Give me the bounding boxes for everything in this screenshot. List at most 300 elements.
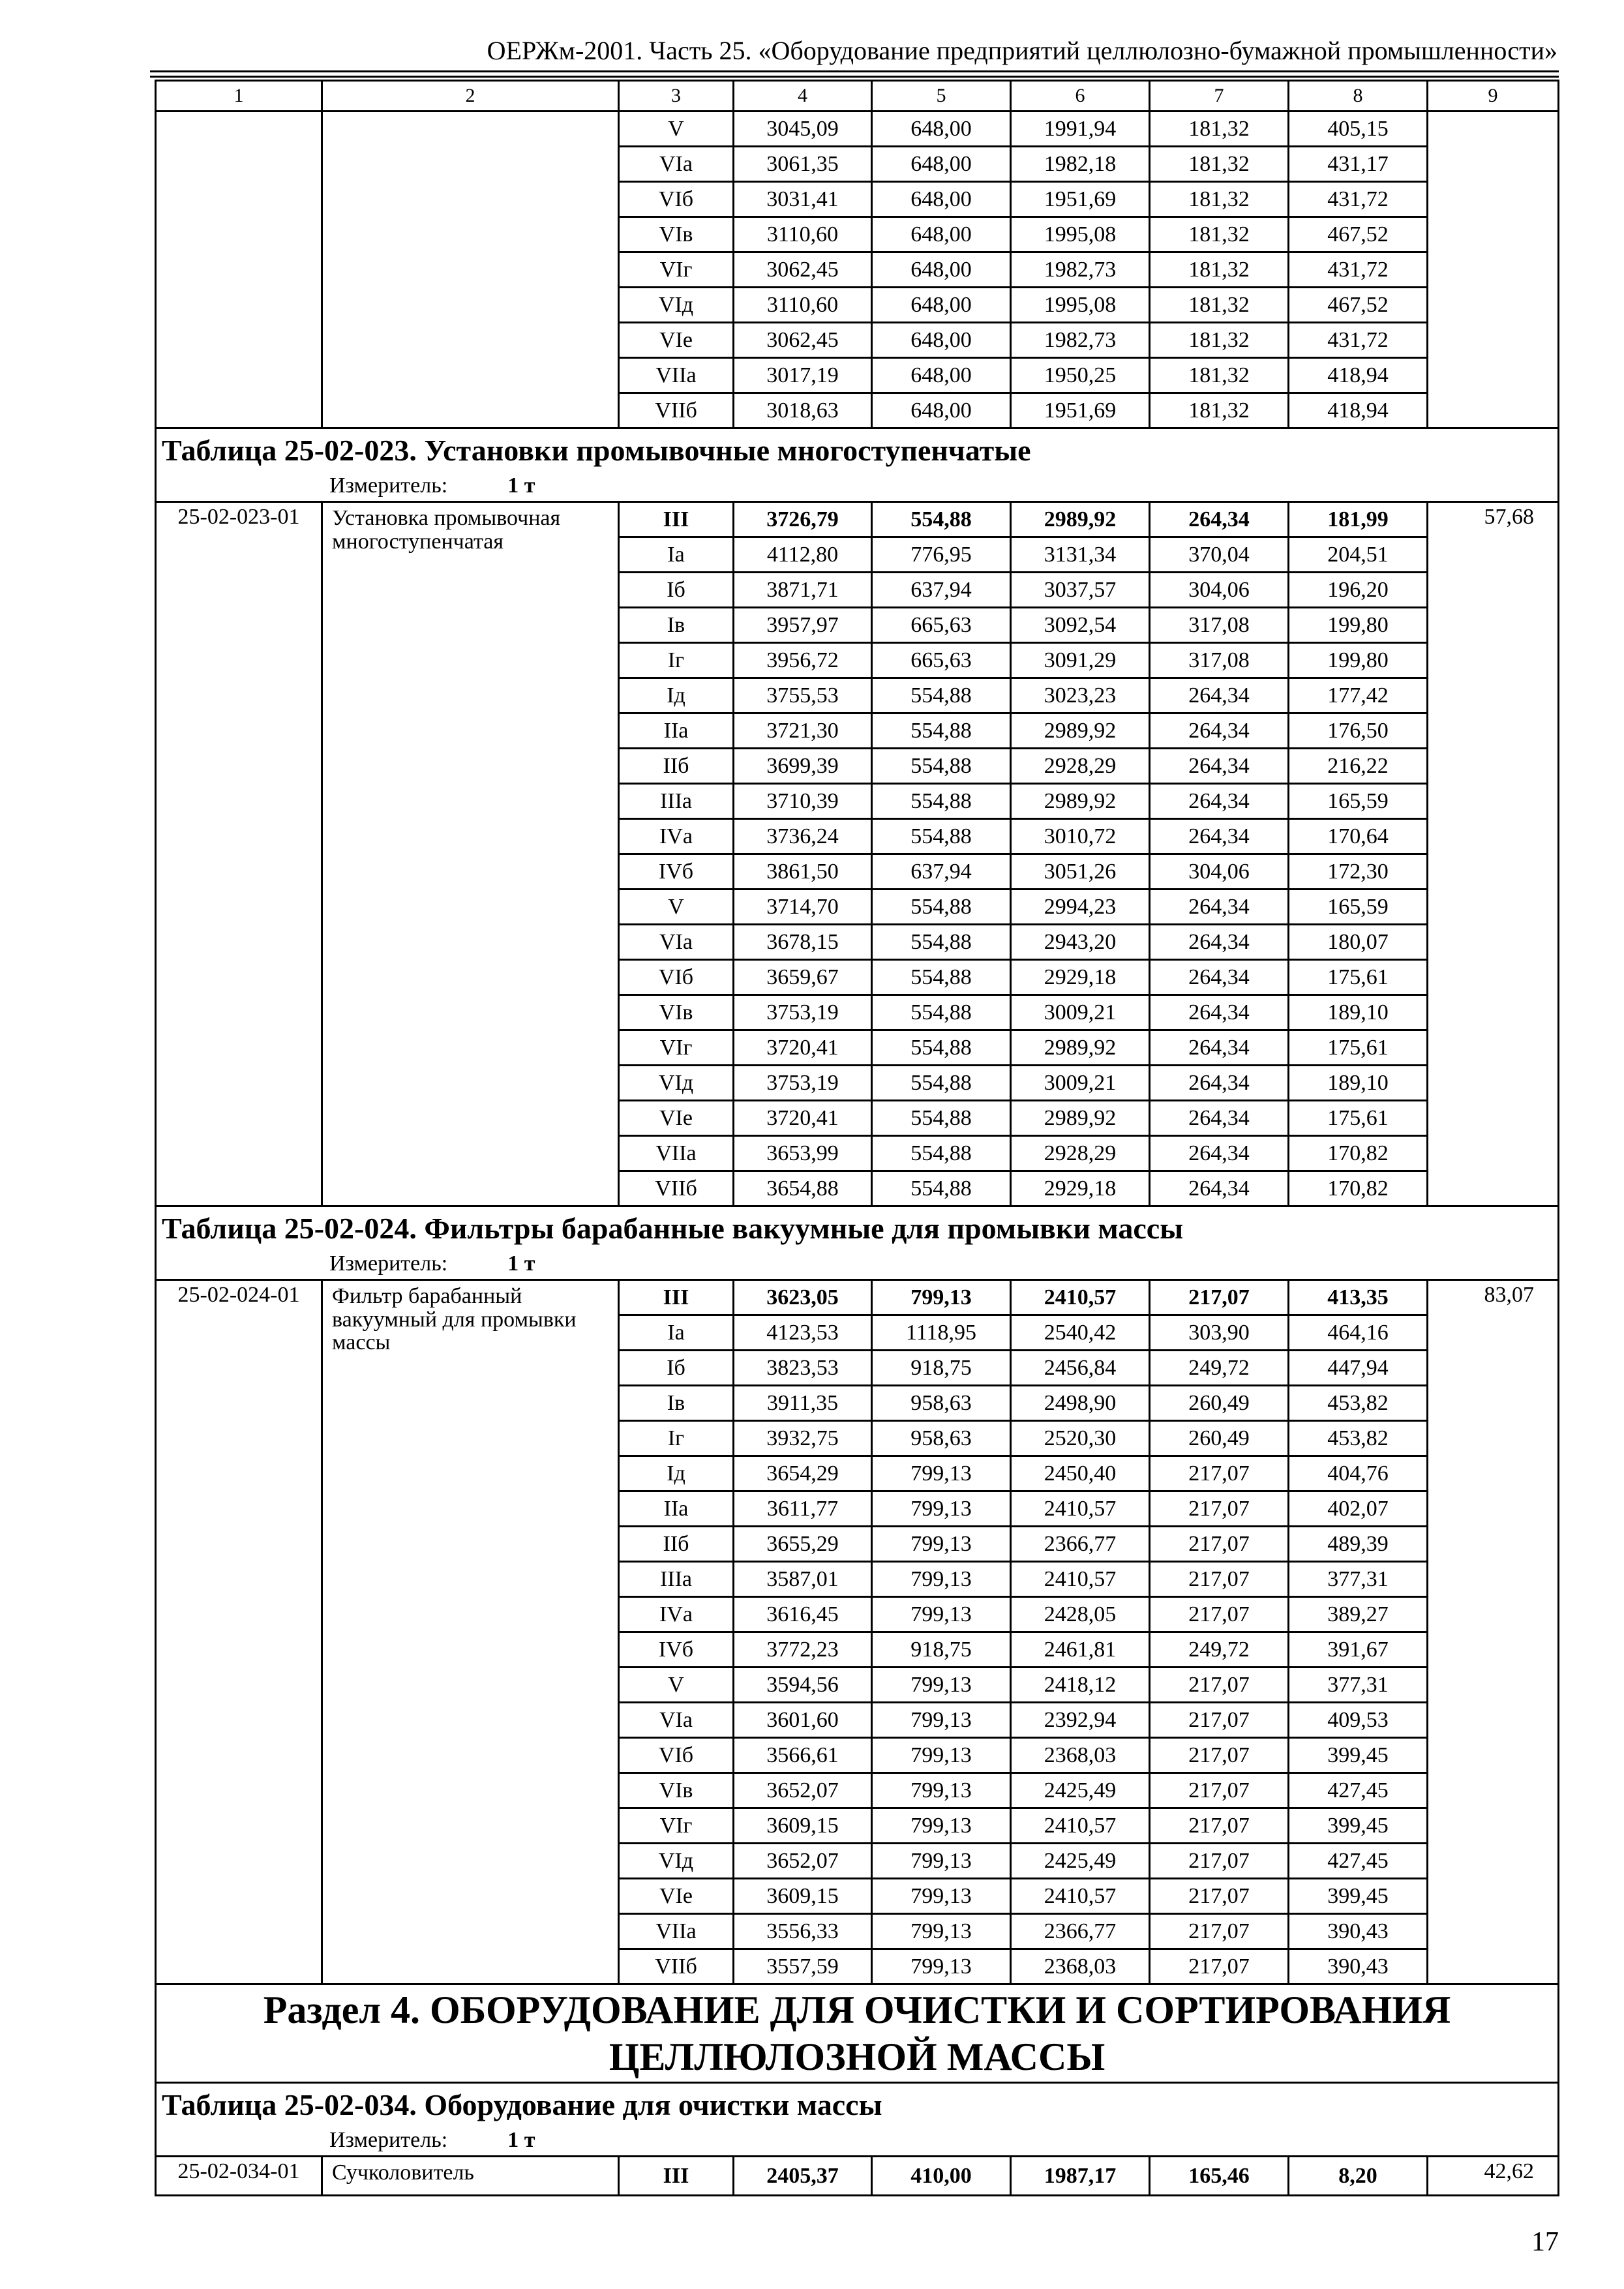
zone-cell: VIIб [619,1171,734,1206]
value-cell: 1950,25 [1011,358,1150,393]
value-cell: 3652,07 [734,1844,872,1879]
column-number: 1 [156,81,322,112]
value-cell: 176,50 [1289,713,1428,749]
measure-label: Измеритель: [329,2128,448,2152]
value-cell: 8,20 [1289,2157,1428,2196]
table-body [156,81,1559,2196]
value-cell: 264,34 [1150,890,1289,925]
measure-value: 1 т [507,1251,535,1276]
value-cell: 390,43 [1289,1949,1428,1984]
value-cell: 799,13 [872,1597,1011,1632]
section-row [156,1984,1559,2083]
value-cell: 3110,60 [734,217,872,252]
value-cell: 799,13 [872,1949,1011,1984]
value-cell: 799,13 [872,1773,1011,1808]
zone-cell: IIб [619,749,734,784]
value-cell: 2418,12 [1011,1668,1150,1703]
value-cell: 2450,40 [1011,1456,1150,1491]
value-cell: 776,95 [872,537,1011,573]
value-cell: 648,00 [872,323,1011,358]
value-cell: 554,88 [872,1066,1011,1101]
value-cell: 260,49 [1150,1386,1289,1421]
value-cell: 303,90 [1150,1315,1289,1351]
value-cell: 264,34 [1150,784,1289,819]
running-header: ОЕРЖм-2001. Часть 25. «Оборудование предприятий целлюлозно-бумажной промышленности» [487,36,1557,65]
value-cell: 554,88 [872,502,1011,537]
value-cell: 3131,34 [1011,537,1150,573]
value-cell: 204,51 [1289,537,1428,573]
value-cell: 447,94 [1289,1351,1428,1386]
value-cell: 3654,88 [734,1171,872,1206]
value-cell: 217,07 [1150,1491,1289,1527]
measure-value: 1 т [507,473,535,498]
value-cell: 648,00 [872,217,1011,252]
value-cell: 217,07 [1150,1456,1289,1491]
value-cell: 2410,57 [1011,1808,1150,1844]
value-cell: 3653,99 [734,1136,872,1171]
zone-cell: III [619,502,734,537]
code-cell [156,112,322,428]
value-cell: 554,88 [872,925,1011,960]
value-cell: 181,32 [1150,323,1289,358]
value-cell: 3609,15 [734,1879,872,1914]
value-cell: 554,88 [872,713,1011,749]
value-cell: 3721,30 [734,713,872,749]
value-cell: 3714,70 [734,890,872,925]
value-cell: 1982,73 [1011,252,1150,288]
value-cell: 958,63 [872,1386,1011,1421]
value-cell: 181,32 [1150,182,1289,217]
value-cell: 3861,50 [734,854,872,890]
zone-cell: VIб [619,182,734,217]
value-cell: 2405,37 [734,2157,872,2196]
zone-cell: Iд [619,678,734,713]
value-cell: 464,16 [1289,1315,1428,1351]
value-cell: 181,99 [1289,502,1428,537]
table-row [156,2157,1559,2196]
value-cell: 217,07 [1150,1808,1289,1844]
value-cell: 175,61 [1289,1030,1428,1066]
zone-cell: IVб [619,1632,734,1668]
value-cell: 180,07 [1289,925,1428,960]
value-cell: 264,34 [1150,1171,1289,1206]
value-cell: 217,07 [1150,1914,1289,1949]
value-cell: 799,13 [872,1738,1011,1773]
value-cell: 799,13 [872,1456,1011,1491]
value-cell: 264,34 [1150,749,1289,784]
value-cell: 2989,92 [1011,713,1150,749]
value-cell: 170,82 [1289,1136,1428,1171]
col9-cell [1428,112,1559,428]
value-cell: 3699,39 [734,749,872,784]
column-number: 6 [1011,81,1150,112]
value-cell: 648,00 [872,393,1011,428]
value-cell: 181,32 [1150,112,1289,147]
value-cell: 2368,03 [1011,1949,1150,1984]
value-cell: 3061,35 [734,147,872,182]
value-cell: 264,34 [1150,678,1289,713]
value-cell: 370,04 [1150,537,1289,573]
value-cell: 181,32 [1150,358,1289,393]
value-cell: 2410,57 [1011,1562,1150,1597]
value-cell: 4112,80 [734,537,872,573]
value-cell: 648,00 [872,252,1011,288]
measure-row [156,2125,1559,2157]
value-cell: 2994,23 [1011,890,1150,925]
value-cell: 3755,53 [734,678,872,713]
value-cell: 3956,72 [734,643,872,678]
value-cell: 165,46 [1150,2157,1289,2196]
value-cell: 217,07 [1150,1562,1289,1597]
value-cell: 216,22 [1289,749,1428,784]
value-cell: 3566,61 [734,1738,872,1773]
table-023-title: Таблица 25-02-023. Установки промывочные многоступенчатые [156,428,1559,471]
zone-cell: VIг [619,1030,734,1066]
value-cell: 264,34 [1150,1066,1289,1101]
value-cell: 3726,79 [734,502,872,537]
zone-cell: VIб [619,1738,734,1773]
column-number: 2 [322,81,619,112]
value-cell: 3720,41 [734,1030,872,1066]
value-cell: 1987,17 [1011,2157,1150,2196]
value-cell: 402,07 [1289,1491,1428,1527]
value-cell: 554,88 [872,1101,1011,1136]
value-cell: 170,82 [1289,1171,1428,1206]
value-cell: 3009,21 [1011,995,1150,1030]
value-cell: 3871,71 [734,573,872,608]
value-cell: 165,59 [1289,784,1428,819]
value-cell: 554,88 [872,890,1011,925]
value-cell: 799,13 [872,1280,1011,1315]
value-cell: 2989,92 [1011,1101,1150,1136]
page-number: 17 [1531,2227,1559,2257]
value-cell: 264,34 [1150,925,1289,960]
value-cell: 189,10 [1289,995,1428,1030]
value-cell: 554,88 [872,995,1011,1030]
table-title-row [156,2083,1559,2126]
value-cell: 431,72 [1289,323,1428,358]
col9-cell: 57,68 [1428,502,1559,1206]
zone-cell: V [619,112,734,147]
zone-cell: V [619,1668,734,1703]
value-cell: 304,06 [1150,573,1289,608]
zone-cell: VIв [619,1773,734,1808]
zone-cell: III [619,2157,734,2196]
zone-cell: VIд [619,288,734,323]
value-cell: 489,39 [1289,1527,1428,1562]
table-title-row [156,428,1559,471]
value-cell: 3092,54 [1011,608,1150,643]
zone-cell: Iд [619,1456,734,1491]
measure-cell [156,1249,1559,1280]
value-cell: 3045,09 [734,112,872,147]
value-cell: 648,00 [872,182,1011,217]
value-cell: 264,34 [1150,502,1289,537]
value-cell: 3110,60 [734,288,872,323]
code-cell: 25-02-023-01 [156,502,322,1206]
zone-cell: VIб [619,960,734,995]
value-cell: 799,13 [872,1844,1011,1879]
value-cell: 399,45 [1289,1808,1428,1844]
value-cell: 3611,77 [734,1491,872,1527]
value-cell: 3652,07 [734,1773,872,1808]
value-cell: 181,32 [1150,288,1289,323]
value-cell: 2410,57 [1011,1879,1150,1914]
value-cell: 217,07 [1150,1949,1289,1984]
value-cell: 1991,94 [1011,112,1150,147]
value-cell: 2989,92 [1011,1030,1150,1066]
zone-cell: Iв [619,608,734,643]
value-cell: 467,52 [1289,288,1428,323]
value-cell: 427,45 [1289,1773,1428,1808]
value-cell: 2928,29 [1011,749,1150,784]
column-number: 4 [734,81,872,112]
value-cell: 389,27 [1289,1597,1428,1632]
value-cell: 431,17 [1289,147,1428,182]
zone-cell: IIIа [619,784,734,819]
value-cell: 554,88 [872,819,1011,854]
value-cell: 304,06 [1150,854,1289,890]
zone-cell: VIе [619,1101,734,1136]
value-cell: 2989,92 [1011,784,1150,819]
value-cell: 410,00 [872,2157,1011,2196]
value-cell: 172,30 [1289,854,1428,890]
value-cell: 175,61 [1289,1101,1428,1136]
zone-cell: VIг [619,1808,734,1844]
zone-cell: VIв [619,995,734,1030]
value-cell: 958,63 [872,1421,1011,1456]
value-cell: 799,13 [872,1562,1011,1597]
value-cell: 431,72 [1289,252,1428,288]
value-cell: 181,32 [1150,217,1289,252]
value-cell: 554,88 [872,1030,1011,1066]
value-cell: 799,13 [872,1914,1011,1949]
section-4-title: Раздел 4. ОБОРУДОВАНИЕ ДЛЯ ОЧИСТКИ И СОРТИРОВАНИЯ ЦЕЛЛЮЛОЗНОЙ МАССЫ [156,1984,1559,2083]
value-cell: 799,13 [872,1808,1011,1844]
value-cell: 217,07 [1150,1527,1289,1562]
value-cell: 217,07 [1150,1879,1289,1914]
zone-cell: Iб [619,573,734,608]
value-cell: 3051,26 [1011,854,1150,890]
zone-cell: IIб [619,1527,734,1562]
zone-cell: IIа [619,713,734,749]
value-cell: 648,00 [872,147,1011,182]
table-034-title: Таблица 25-02-034. Оборудование для очистки массы [156,2083,1559,2126]
value-cell: 3594,56 [734,1668,872,1703]
zone-cell: V [619,890,734,925]
zone-cell: VIIа [619,1136,734,1171]
value-cell: 2929,18 [1011,960,1150,995]
measure-cell [156,2125,1559,2157]
value-cell: 409,53 [1289,1703,1428,1738]
value-cell: 317,08 [1150,643,1289,678]
table-title-row [156,1206,1559,1249]
value-cell: 2498,90 [1011,1386,1150,1421]
value-cell: 918,75 [872,1351,1011,1386]
value-cell: 399,45 [1289,1879,1428,1914]
value-cell: 3031,41 [734,182,872,217]
value-cell: 2366,77 [1011,1914,1150,1949]
value-cell: 175,61 [1289,960,1428,995]
value-cell: 2929,18 [1011,1171,1150,1206]
zone-cell: VIIб [619,393,734,428]
value-cell: 467,52 [1289,217,1428,252]
zone-cell: VIв [619,217,734,252]
code-cell: 25-02-024-01 [156,1280,322,1984]
value-cell: 264,34 [1150,1101,1289,1136]
value-cell: 3659,67 [734,960,872,995]
value-cell: 249,72 [1150,1351,1289,1386]
zone-cell: VIе [619,1879,734,1914]
column-number: 3 [619,81,734,112]
value-cell: 404,76 [1289,1456,1428,1491]
column-number-row [156,81,1559,112]
value-cell: 3609,15 [734,1808,872,1844]
value-cell: 3557,59 [734,1949,872,1984]
value-cell: 260,49 [1150,1421,1289,1456]
value-cell: 3736,24 [734,819,872,854]
value-cell: 413,35 [1289,1280,1428,1315]
value-cell: 3823,53 [734,1351,872,1386]
value-cell: 217,07 [1150,1597,1289,1632]
zone-cell: VIа [619,147,734,182]
price-table [155,80,1559,2196]
value-cell: 1951,69 [1011,393,1150,428]
value-cell: 648,00 [872,358,1011,393]
value-cell: 2366,77 [1011,1527,1150,1562]
zone-cell: Iв [619,1386,734,1421]
value-cell: 217,07 [1150,1844,1289,1879]
value-cell: 554,88 [872,1171,1011,1206]
value-cell: 217,07 [1150,1668,1289,1703]
value-cell: 665,63 [872,608,1011,643]
value-cell: 2461,81 [1011,1632,1150,1668]
value-cell: 3753,19 [734,1066,872,1101]
value-cell: 799,13 [872,1491,1011,1527]
value-cell: 648,00 [872,112,1011,147]
value-cell: 3655,29 [734,1527,872,1562]
value-cell: 3753,19 [734,995,872,1030]
value-cell: 181,32 [1150,252,1289,288]
name-cell [322,112,619,428]
measure-row [156,471,1559,502]
value-cell: 199,80 [1289,608,1428,643]
table-row [156,1280,1559,1315]
value-cell: 2520,30 [1011,1421,1150,1456]
value-cell: 217,07 [1150,1738,1289,1773]
value-cell: 390,43 [1289,1914,1428,1949]
zone-cell: VIд [619,1844,734,1879]
value-cell: 264,34 [1150,819,1289,854]
zone-cell: VIа [619,1703,734,1738]
code-cell: 25-02-034-01 [156,2157,322,2196]
column-number: 8 [1289,81,1428,112]
zone-cell: IVа [619,1597,734,1632]
zone-cell: VIг [619,252,734,288]
value-cell: 3037,57 [1011,573,1150,608]
value-cell: 2928,29 [1011,1136,1150,1171]
value-cell: 418,94 [1289,358,1428,393]
value-cell: 177,42 [1289,678,1428,713]
value-cell: 217,07 [1150,1280,1289,1315]
value-cell: 3957,97 [734,608,872,643]
value-cell: 2410,57 [1011,1280,1150,1315]
value-cell: 217,07 [1150,1773,1289,1808]
value-cell: 189,10 [1289,1066,1428,1101]
measure-cell [156,471,1559,502]
value-cell: 554,88 [872,749,1011,784]
value-cell: 217,07 [1150,1703,1289,1738]
value-cell: 453,82 [1289,1421,1428,1456]
value-cell: 2456,84 [1011,1351,1150,1386]
value-cell: 665,63 [872,643,1011,678]
column-number: 7 [1150,81,1289,112]
value-cell: 554,88 [872,960,1011,995]
value-cell: 3587,01 [734,1562,872,1597]
value-cell: 405,15 [1289,112,1428,147]
zone-cell: IVа [619,819,734,854]
value-cell: 3932,75 [734,1421,872,1456]
value-cell: 799,13 [872,1703,1011,1738]
value-cell: 3062,45 [734,323,872,358]
value-cell: 3911,35 [734,1386,872,1421]
value-cell: 249,72 [1150,1632,1289,1668]
value-cell: 427,45 [1289,1844,1428,1879]
table-024-title: Таблица 25-02-024. Фильтры барабанные вакуумные для промывки массы [156,1206,1559,1249]
value-cell: 3772,23 [734,1632,872,1668]
zone-cell: IIа [619,1491,734,1527]
col9-cell: 83,07 [1428,1280,1559,1984]
value-cell: 637,94 [872,854,1011,890]
value-cell: 3623,05 [734,1280,872,1315]
column-number: 5 [872,81,1011,112]
measure-value: 1 т [507,2128,535,2152]
value-cell: 554,88 [872,678,1011,713]
name-cell: Сучколовитель [322,2157,619,2196]
value-cell: 2425,49 [1011,1844,1150,1879]
value-cell: 918,75 [872,1632,1011,1668]
value-cell: 2392,94 [1011,1703,1150,1738]
value-cell: 1951,69 [1011,182,1150,217]
value-cell: 2425,49 [1011,1773,1150,1808]
value-cell: 3091,29 [1011,643,1150,678]
zone-cell: VIIа [619,1914,734,1949]
value-cell: 3010,72 [1011,819,1150,854]
value-cell: 637,94 [872,573,1011,608]
value-cell: 391,67 [1289,1632,1428,1668]
zone-cell: Iб [619,1351,734,1386]
value-cell: 264,34 [1150,995,1289,1030]
zone-cell: VIд [619,1066,734,1101]
value-cell: 2428,05 [1011,1597,1150,1632]
value-cell: 264,34 [1150,960,1289,995]
value-cell: 453,82 [1289,1386,1428,1421]
zone-cell: IVб [619,854,734,890]
value-cell: 264,34 [1150,1136,1289,1171]
zone-cell: IIIа [619,1562,734,1597]
value-cell: 377,31 [1289,1562,1428,1597]
value-cell: 2410,57 [1011,1491,1150,1527]
zone-cell: Iг [619,643,734,678]
value-cell: 377,31 [1289,1668,1428,1703]
value-cell: 418,94 [1289,393,1428,428]
value-cell: 648,00 [872,288,1011,323]
value-cell: 3009,21 [1011,1066,1150,1101]
value-cell: 3062,45 [734,252,872,288]
zone-cell: Iг [619,1421,734,1456]
value-cell: 317,08 [1150,608,1289,643]
name-cell: Установка промывочная многоступенчатая [322,502,619,1206]
